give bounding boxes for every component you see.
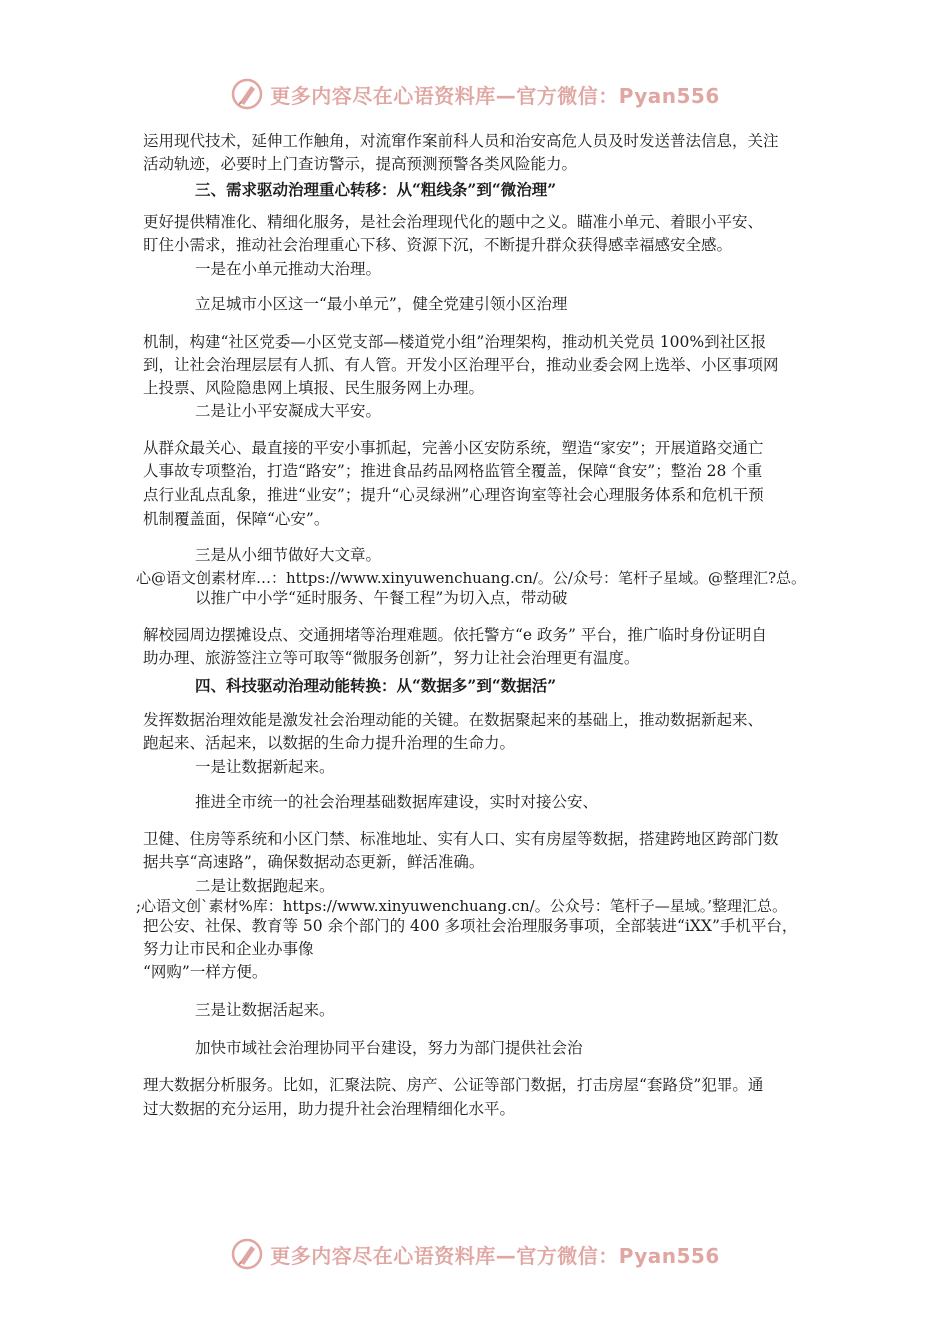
paragraph-line: 过大数据的充分运用，助力提升社会治理精细化水平。 [143,1100,516,1118]
paragraph-line: 加快市域社会治理协同平台建设，努力为部门提供社会治 [195,1039,583,1057]
paragraph-line: 立足城市小区这一“最小单元”，健全党建引领小区治理 [195,295,568,313]
paragraph-line: 理大数据分析服务。比如，汇聚法院、房产、公证等部门数据，打击房屋“套路贷”犯罪。通 [143,1076,764,1094]
paragraph-line: 更好提供精准化、精细化服务，是社会治理现代化的题中之义。瞄准小单元、着眼小平安、 [143,213,764,231]
paragraph-line: 运用现代技术，延伸工作触角，对流窜作案前科人员和治安高危人员及时发送普法信息，关注 [143,132,779,150]
paragraph-line: “网购”一样方便。 [143,963,268,981]
header-banner-text: 更多内容尽在心语资料库—官方微信：Pyan556 [270,83,720,108]
paragraph-line: 人事故专项整治，打造“路安”；推进食品药品网格监管全覆盖，保障“食安”；整治 28 个重 [143,462,763,480]
paragraph-line: 上投票、风险隐患网上填报、民生服务网上办理。 [143,379,485,397]
paragraph-line: 解校园周边摆摊设点、交通拥堵等治理难题。依托警方“e 政务” 平台，推广临时身份证明自 [143,626,767,644]
paragraph-line: 从群众最关心、最直接的平安小事抓起，完善小区安防系统，塑造“家安”；开展道路交通亡 [143,439,764,457]
header-watermark-banner [0,74,950,114]
subheading-line: 三是从小细节做好大文章。 [195,546,382,564]
paragraph-line: 跑起来、活起来，以数据的生命力提升治理的生命力。 [143,734,516,752]
fountain-pen-circle-icon [230,77,264,111]
paragraph-line: 卫健、住房等系统和小区门禁、标准地址、实有人口、实有房屋等数据，搭建跨地区跨部门数 [143,830,779,848]
paragraph-line: 把公安、社保、教育等 50 余个部门的 400 多项社会治理服务事项，全部装进“iXX”手机平台， [143,917,798,935]
paragraph-line: 到，让社会治理层层有人抓、有人管。开发小区治理平台，推动业委会网上选举、小区事项网 [143,356,779,374]
paragraph-line: 以推广中小学“延时服务、午餐工程”为切入点，带动破 [195,589,568,607]
subheading-line: 三是让数据活起来。 [195,1001,335,1019]
paragraph-line: 点行业乱点乱象，推进“业安”；提升“心灵绿洲”心理咨询室等社会心理服务体系和危机干预 [143,486,764,504]
fountain-pen-circle-icon [230,1237,264,1271]
footer-watermark-banner [0,1234,950,1274]
paragraph-line: 据共享“高速路”，确保数据动态更新，鲜活准确。 [143,853,485,871]
paragraph-line: 活动轨迹，必要时上门查访警示，提高预测预警各类风险能力。 [143,155,578,173]
watermark-line: 心@语文创素材库…：https://www.xinyuwenchuang.cn/。公/众号：笔杆子星域。@整理汇?总。 [136,569,807,587]
paragraph-line: 推进全市统一的社会治理基础数据库建设，实时对接公安、 [195,793,599,811]
subheading-line: 二是让数据跑起来。 [195,877,335,895]
watermark-line: ;心语文创`素材%库：https://www.xinyuwenchuang.cn/。公众号：笔杆子—星域。’整理汇总。 [136,897,788,915]
footer-banner-text: 更多内容尽在心语资料库—官方微信：Pyan556 [270,1243,720,1268]
subheading-line: 二是让小平安凝成大平安。 [195,402,382,420]
subheading-line: 一是在小单元推动大治理。 [195,260,382,278]
subheading-line: 一是让数据新起来。 [195,758,335,776]
section-heading-4: 四、科技驱动治理动能转换：从“数据多”到“数据活” [195,676,557,695]
paragraph-line: 发挥数据治理效能是激发社会治理动能的关键。在数据聚起来的基础上，推动数据新起来、 [143,711,764,729]
section-heading-3: 三、需求驱动治理重心转移：从“粗线条”到“微治理” [195,180,557,199]
paragraph-line: 努力让市民和企业办事像 [143,940,314,958]
paragraph-line: 机制覆盖面，保障“心安”。 [143,510,330,528]
paragraph-line: 盯住小需求，推动社会治理重心下移、资源下沉，不断提升群众获得感幸福感安全感。 [143,236,733,254]
paragraph-line: 机制，构建“社区党委—小区党支部—楼道党小组”治理架构，推动机关党员 100%到社区报 [143,333,767,351]
paragraph-line: 助办理、旅游签注立等可取等“微服务创新”，努力让社会治理更有温度。 [143,649,640,667]
